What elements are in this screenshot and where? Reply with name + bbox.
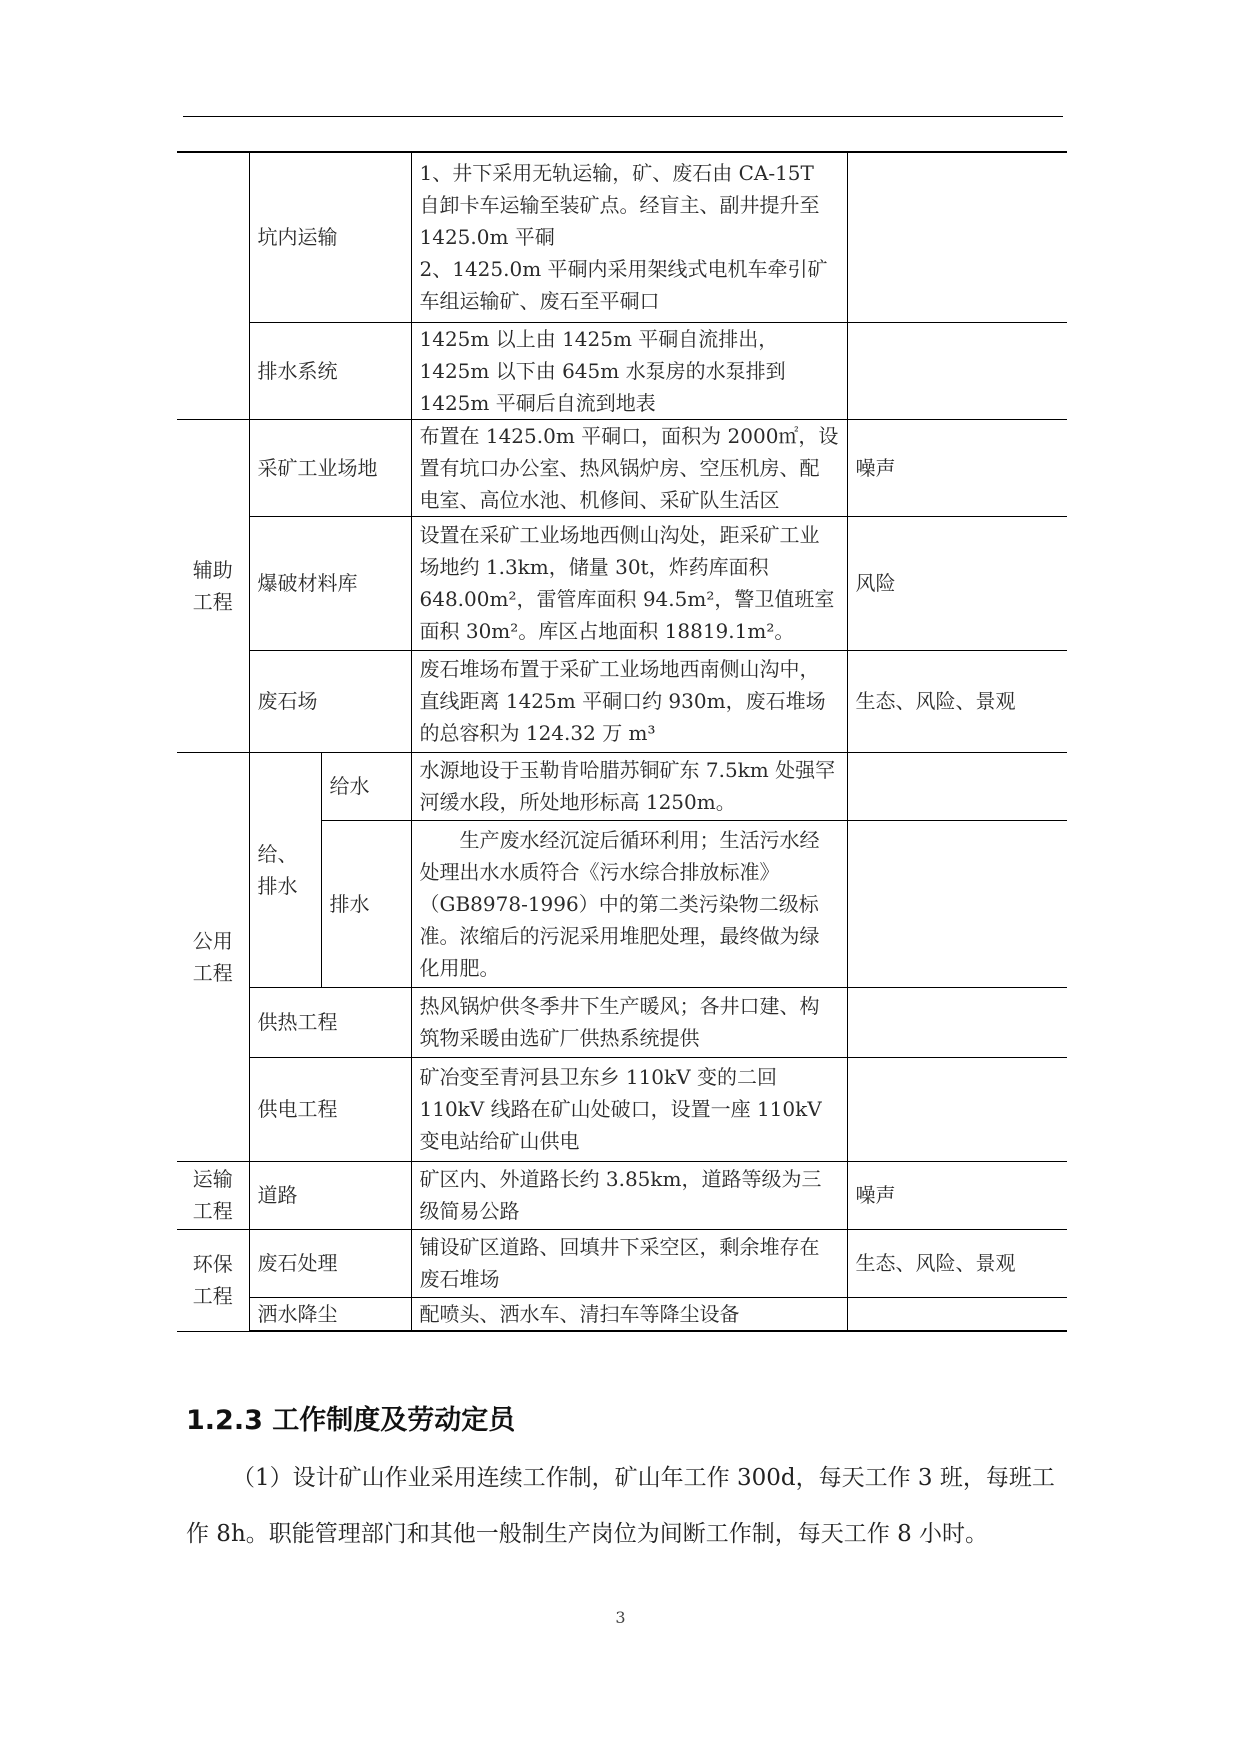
table-row <box>177 419 1067 516</box>
impact-cell: 生态、风险、景观 <box>847 650 1067 752</box>
category-cell <box>177 1229 249 1331</box>
table-row <box>177 152 1067 322</box>
category-label: 辅助工程 <box>192 557 233 614</box>
table-row <box>177 1057 1067 1161</box>
content-cell: 水源地设于玉勒肯哈腊苏铜矿东 7.5km 处强罕河缓水段，所处地形标高 1250m。 <box>411 752 847 820</box>
content-cell: 1、井下采用无轨运输，矿、废石由 CA-15T 自卸卡车运输至装矿点。经盲主、副井提升至 1425.0m 平硐 2、1425.0m 平硐内采用架线式电机车牵引矿车组运输矿、废石至平硐口 <box>411 152 847 322</box>
project-composition-table <box>177 151 1067 1332</box>
table-row <box>177 752 1067 820</box>
item-cell: 给水 <box>321 752 411 820</box>
content-cell: 铺设矿区道路、回填井下采空区，剩余堆存在废石堆场 <box>411 1229 847 1297</box>
content-cell: 热风锅炉供冬季井下生产暖风；各井口建、构筑物采暖由选矿厂供热系统提供 <box>411 987 847 1057</box>
body-paragraph: （1）设计矿山作业采用连续工作制，矿山年工作 300d，每天工作 3 班，每班工作 8h。职能管理部门和其他一般制生产岗位为间断工作制，每天工作 8 小时。 <box>186 1465 1055 1547</box>
item-cell: 供电工程 <box>249 1057 411 1161</box>
table-row <box>177 650 1067 752</box>
subcategory-cell <box>249 752 321 987</box>
category-cell <box>177 1161 249 1229</box>
subcategory-label: 给、排水 <box>257 841 298 898</box>
impact-cell <box>847 1297 1067 1331</box>
impact-cell: 噪声 <box>847 419 1067 516</box>
table-row <box>177 1297 1067 1331</box>
page-number: 3 <box>615 1608 626 1627</box>
impact-cell <box>847 820 1067 987</box>
category-cell-mine <box>177 152 249 419</box>
category-label: 环保工程 <box>192 1252 233 1308</box>
item-cell: 废石处理 <box>249 1229 411 1297</box>
table-row <box>177 987 1067 1057</box>
category-cell <box>177 419 249 752</box>
table-row <box>177 1161 1067 1229</box>
impact-cell: 风险 <box>847 516 1067 650</box>
table-row <box>177 1229 1067 1297</box>
item-cell: 道路 <box>249 1161 411 1229</box>
content-cell: 布置在 1425.0m 平硐口，面积为 2000㎡，设置有坑口办公室、热风锅炉房、空压机房、配电室、高位水池、机修间、采矿队生活区 <box>411 419 847 516</box>
category-cell <box>177 752 249 1161</box>
section-heading: 1.2.3 工作制度及劳动定员 <box>186 1405 516 1436</box>
impact-cell: 生态、风险、景观 <box>847 1229 1067 1297</box>
category-label: 公用工程 <box>192 928 233 985</box>
header-rule <box>183 116 1063 117</box>
content-cell: 生产废水经沉淀后循环利用；生活污水经处理出水水质符合《污水综合排放标准》（GB8978-1996）中的第二类污染物二级标准。浓缩后的污泥采用堆肥处理，最终做为绿化用肥。 <box>411 820 847 987</box>
content-cell: 废石堆场布置于采矿工业场地西南侧山沟中，直线距离 1425m 平硐口约 930m，废石堆场的总容积为 124.32 万 m³ <box>411 650 847 752</box>
item-cell: 排水系统 <box>249 322 411 419</box>
impact-cell <box>847 322 1067 419</box>
impact-cell <box>847 987 1067 1057</box>
item-cell: 供热工程 <box>249 987 411 1057</box>
item-cell: 排水 <box>321 820 411 987</box>
content-cell: 配喷头、洒水车、清扫车等降尘设备 <box>411 1297 847 1331</box>
item-cell: 坑内运输 <box>249 152 411 322</box>
content-cell: 设置在采矿工业场地西侧山沟处，距采矿工业场地约 1.3km，储量 30t，炸药库面积 648.00m²，雷管库面积 94.5m²，警卫值班室面积 30m²。库区占地面积 18819.1m²。 <box>411 516 847 650</box>
table-row <box>177 516 1067 650</box>
content-cell: 矿冶变至青河县卫东乡 110kV 变的二回 110kV 线路在矿山处破口，设置一座 110kV 变电站给矿山供电 <box>411 1057 847 1161</box>
item-cell: 爆破材料库 <box>249 516 411 650</box>
table-row <box>177 322 1067 419</box>
item-cell: 废石场 <box>249 650 411 752</box>
content-cell: 1425m 以上由 1425m 平硐自流排出，1425m 以下由 645m 水泵房的水泵排到 1425m 平硐后自流到地表 <box>411 322 847 419</box>
impact-cell: 噪声 <box>847 1161 1067 1229</box>
item-cell: 洒水降尘 <box>249 1297 411 1331</box>
category-label: 运输工程 <box>192 1167 233 1223</box>
content-cell: 矿区内、外道路长约 3.85km，道路等级为三级简易公路 <box>411 1161 847 1229</box>
impact-cell <box>847 752 1067 820</box>
impact-cell <box>847 152 1067 322</box>
impact-cell <box>847 1057 1067 1161</box>
item-cell: 采矿工业场地 <box>249 419 411 516</box>
